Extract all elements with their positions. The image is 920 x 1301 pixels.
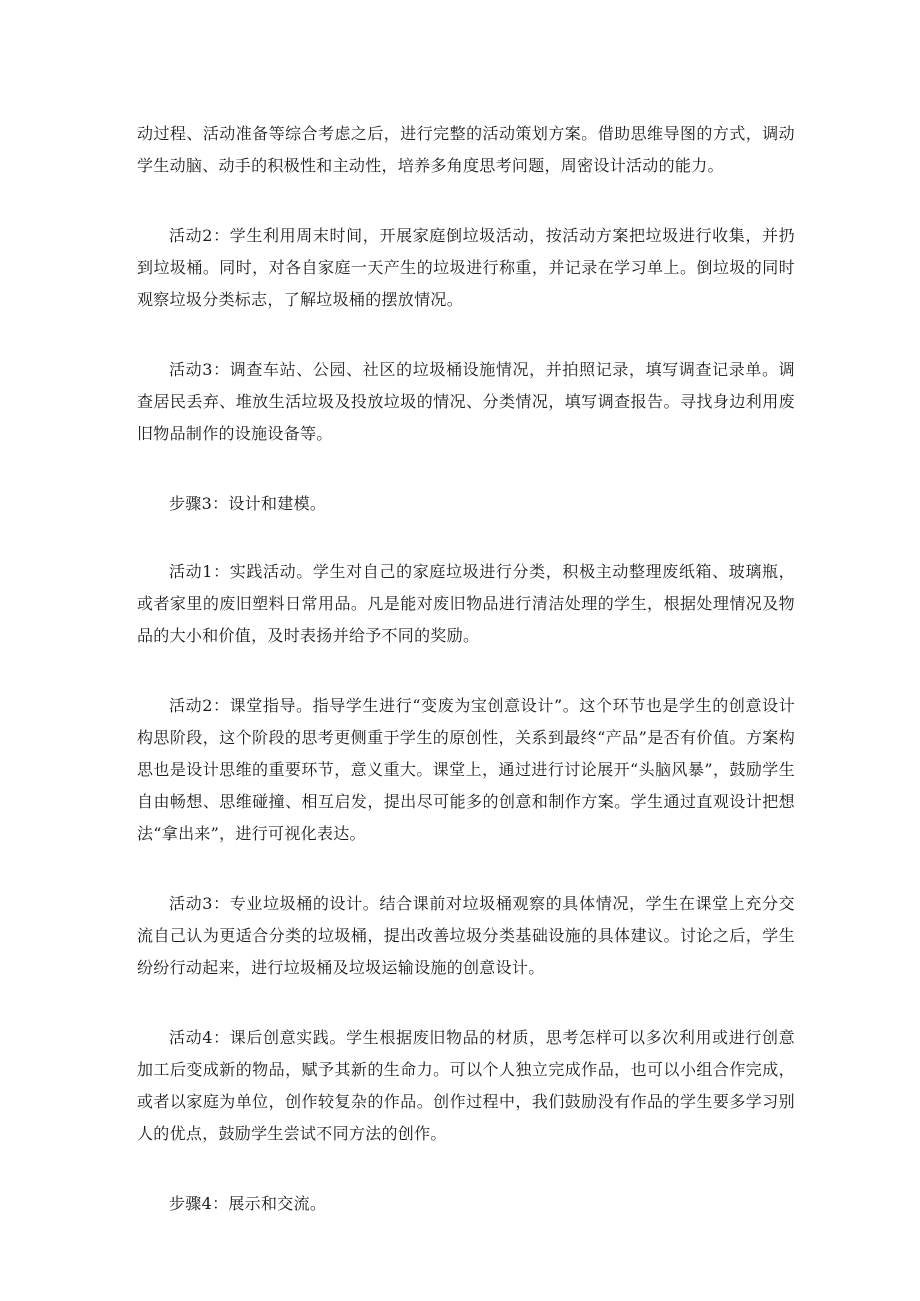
paragraph-step3-activity-1: 活动1：实践活动。学生对自己的家庭垃圾进行分类，积极主动整理废纸箱、玻璃瓶，或者家里的废旧塑料日常用品。凡是能对废旧物品进行清洁处理的学生，根据处理情况及物品的大小和价值，及时表扬并给予不同的奖励。: [137, 562, 795, 645]
paragraph-activity-2: 活动2：学生利用周末时间，开展家庭倒垃圾活动，按活动方案把垃圾进行收集，并扔到垃圾桶。同时，对各自家庭一天产生的垃圾进行称重，并记录在学习单上。倒垃圾的同时观察垃圾分类标志，了解垃圾桶的摆放情况。: [137, 226, 795, 309]
paragraph-step3-activity-4: 活动4：课后创意实践。学生根据废旧物品的材质，思考怎样可以多次利用或进行创意加工后变成新的物品，赋予其新的生命力。可以个人独立完成作品，也可以小组合作完成，或者以家庭为单位，创作较复杂的作品。创作过程中，我们鼓励没有作品的学生要多学习别人的优点，鼓励学生尝试不同方法的创作。: [137, 1028, 795, 1143]
paragraph-step3-activity-3: 活动3：专业垃圾桶的设计。结合课前对垃圾桶观察的具体情况，学生在课堂上充分交流自己认为更适合分类的垃圾桶，提出改善垃圾分类基础设施的具体建议。讨论之后，学生纷纷行动起来，进行垃圾桶及垃圾运输设施的创意设计。: [137, 894, 795, 977]
paragraph-continuation: 动过程、活动准备等综合考虑之后，进行完整的活动策划方案。借助思维导图的方式，调动学生动脑、动手的积极性和主动性，培养多角度思考问题，周密设计活动的能力。: [137, 124, 795, 175]
step-4-heading: 步骤4：展示和交流。: [169, 1194, 327, 1213]
paragraph-activity-3: 活动3：调查车站、公园、社区的垃圾桶设施情况，并拍照记录，填写调查记录单。调查居民丢弃、堆放生活垃圾及投放垃圾的情况、分类情况，填写调查报告。寻找身边利用废旧物品制作的设施设备等。: [137, 360, 795, 443]
paragraph-step3-activity-2: 活动2：课堂指导。指导学生进行“变废为宝创意设计”。这个环节也是学生的创意设计构思阶段，这个阶段的思考更侧重于学生的原创性，关系到最终“产品”是否有价值。方案构思也是设计思维的重要环节，意义重大。课堂上，通过进行讨论展开“头脑风暴”，鼓励学生自由畅想、思维碰撞、相互启发，提出尽可能多的创意和制作方案。学生通过直观设计把想法“拿出来”，进行可视化表达。: [137, 696, 795, 843]
step-3-heading: 步骤3：设计和建模。: [169, 494, 327, 513]
